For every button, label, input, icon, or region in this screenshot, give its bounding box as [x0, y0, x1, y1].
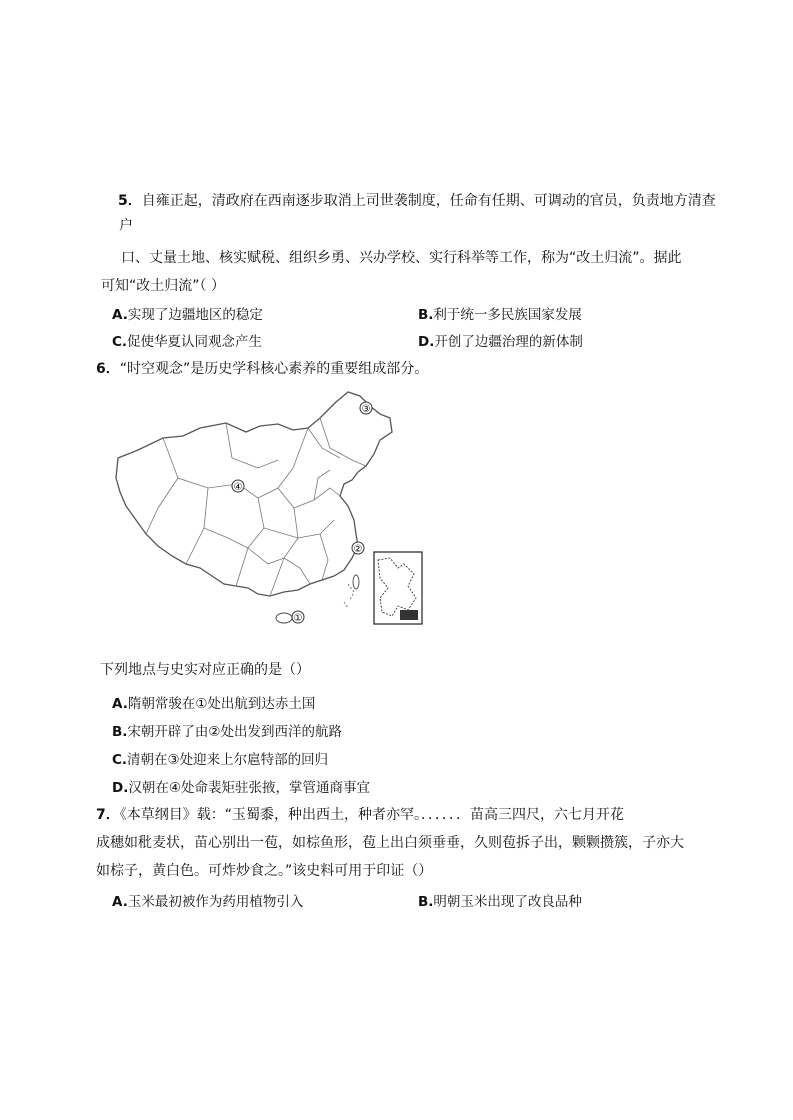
q7-line3: 如棕子，黄白色。可炸炒食之。”该史料可用于印证（） [96, 863, 433, 879]
svg-text:④: ④ [233, 482, 243, 493]
q6-option-a[interactable]: A.隋朝常骏在①处出航到达赤土国 [112, 696, 316, 712]
china-map [108, 388, 430, 628]
q6-question: 下列地点与史实对应正确的是（） [100, 662, 310, 678]
q5-line3: 可知“改土归流”（ ） [101, 278, 225, 294]
q7-option-a[interactable]: A.玉米最初被作为药用植物引入 [112, 894, 304, 910]
marker-3 [360, 402, 372, 415]
q5-line1b: 户 [119, 218, 133, 234]
q7-stem-1: 《本草纲目》载：“玉蜀黍，种出西土，种者亦罕。．．．．．．苗高三四尺，六七月开花 [119, 807, 625, 823]
q5-option-c[interactable]: C.促使华夏认同观念产生 [112, 334, 263, 350]
marker-2 [352, 542, 364, 555]
q6-option-d[interactable]: D.汉朝在④处命裴矩驻张掖，掌管通商事宜 [112, 780, 370, 796]
q6-option-b[interactable]: B.宋朝开辟了由②处出发到西洋的航路 [112, 724, 343, 740]
q6-number: 6． [96, 361, 120, 377]
marker-4 [232, 480, 244, 493]
q7-number: 7． [96, 807, 120, 823]
china-outline [116, 392, 392, 596]
q5-line1 [118, 191, 716, 211]
q6-stem: “时空观念”是历史学科核心素养的重要组成部分。 [119, 361, 429, 377]
marker-1 [292, 611, 304, 624]
q5-option-a[interactable]: A.实现了边疆地区的稳定 [112, 307, 263, 323]
q5-number: 5． [118, 193, 142, 209]
q5-line2: 口、丈量土地、核实赋税、组织乡勇、兴办学校、实行科举等工作，称为“改土归流”。据此 [121, 250, 682, 266]
q6-line1 [96, 359, 428, 379]
q7-line1 [96, 805, 624, 825]
q5-option-b[interactable]: B.利于统一多民族国家发展 [418, 307, 582, 323]
svg-text:②: ② [353, 544, 363, 555]
q6-option-c[interactable]: C.清朝在③处迎来上尔扈特部的回归 [112, 752, 329, 768]
q5-stem-1: 自雍正起，清政府在西南逐步取消上司世袭制度，任命有任期、可调动的官员，负责地方清查 [141, 193, 716, 209]
svg-text:③: ③ [361, 404, 371, 415]
q7-line2: 成穗如秕麦状，苗心别出一苞，如棕鱼形，苞上出白须垂垂，久则苞拆子出，颗颗攒簇，子亦大 [96, 835, 684, 851]
svg-text:①: ① [293, 613, 303, 624]
hainan-island [276, 613, 292, 623]
q5-option-d[interactable]: D.开创了边疆治理的新体制 [418, 334, 583, 350]
taiwan-island [353, 575, 359, 589]
q7-option-b[interactable]: B.明朝玉米出现了改良品种 [418, 894, 582, 910]
